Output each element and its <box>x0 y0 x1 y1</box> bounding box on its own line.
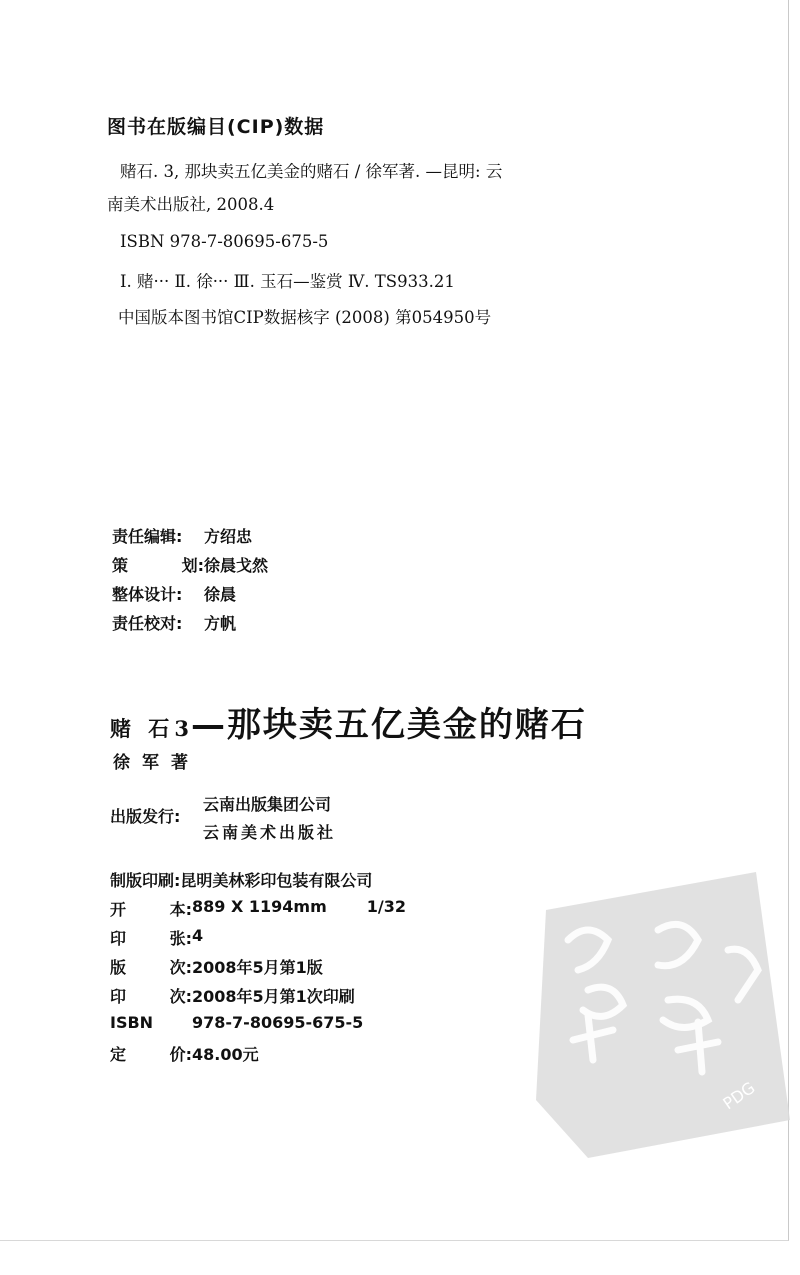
spec-price <box>110 1042 259 1065</box>
spec-printer <box>110 868 372 891</box>
staff-planner-value: 徐晨戈然 <box>204 556 269 575</box>
spec-sheets <box>110 926 203 949</box>
staff-proofreader <box>112 611 236 634</box>
spec-edition <box>110 955 323 978</box>
staff-planner <box>112 553 268 576</box>
staff-proofreader-label: 责任校对: <box>112 614 183 633</box>
spec-isbn-label: ISBN <box>110 1013 154 1032</box>
book-title-main: —那块卖五亿美金的赌石 <box>190 705 587 745</box>
spec-printing-label: 印 次: <box>110 987 192 1006</box>
spec-format <box>110 897 406 920</box>
spec-sheets-value: 4 <box>192 926 204 945</box>
spec-price-label: 定 价: <box>110 1045 192 1064</box>
spec-printing <box>110 984 355 1007</box>
spec-edition-value: 2008年5月第1版 <box>192 958 323 977</box>
staff-design-value: 徐晨 <box>204 585 237 604</box>
spec-printer-label: 制版印刷: <box>110 871 181 890</box>
spec-edition-label: 版 次: <box>110 958 192 977</box>
watermark-text: PDG <box>719 1077 759 1114</box>
publisher-press: 云南美术出版社 <box>203 823 337 842</box>
spec-printing-value: 2008年5月第1次印刷 <box>192 987 355 1006</box>
staff-design <box>112 582 236 605</box>
cip-isbn: ISBN 978-7-80695-675-5 <box>120 232 329 251</box>
staff-planner-label: 策 划: <box>112 556 204 575</box>
spec-price-value: 48.00元 <box>192 1045 259 1064</box>
publisher-label: 出版发行: <box>110 807 181 826</box>
book-title <box>110 697 587 746</box>
publisher-group: 云南出版集团公司 <box>203 795 332 814</box>
cip-classification: Ⅰ. 赌··· Ⅱ. 徐··· Ⅲ. 玉石—鉴赏 Ⅳ. TS933.21 <box>120 272 455 291</box>
staff-design-label: 整体设计: <box>112 585 183 604</box>
book-author: 徐军著 <box>113 753 200 773</box>
spec-printer-value: 昆明美林彩印包装有限公司 <box>180 871 373 890</box>
staff-editor <box>112 524 252 547</box>
spec-format-label: 开 本: <box>110 900 192 919</box>
staff-editor-label: 责任编辑: <box>112 527 183 546</box>
cip-record-number: 中国版本图书馆CIP数据核字 (2008) 第054950号 <box>118 308 492 327</box>
spec-isbn <box>110 1013 363 1032</box>
staff-editor-value: 方绍忠 <box>204 527 253 546</box>
spec-sheets-label: 印 张: <box>110 929 192 948</box>
book-title-prefix: 赌 石 <box>110 716 175 741</box>
book-title-number: 3 <box>174 716 189 741</box>
pdg-watermark-seal <box>528 870 796 1160</box>
spec-format-size: 889 X 1194mm <box>192 897 327 916</box>
cip-description-line-1: 赌石. 3, 那块卖五亿美金的赌石 / 徐军著. —昆明: 云 <box>120 162 503 181</box>
cip-heading: 图书在版编目(CIP)数据 <box>107 116 325 138</box>
staff-proofreader-value: 方帆 <box>204 614 237 633</box>
cip-description-line-2: 南美术出版社, 2008.4 <box>107 195 275 214</box>
spec-isbn-value: 978-7-80695-675-5 <box>192 1013 364 1032</box>
spec-format-fold: 1/32 <box>366 897 406 916</box>
